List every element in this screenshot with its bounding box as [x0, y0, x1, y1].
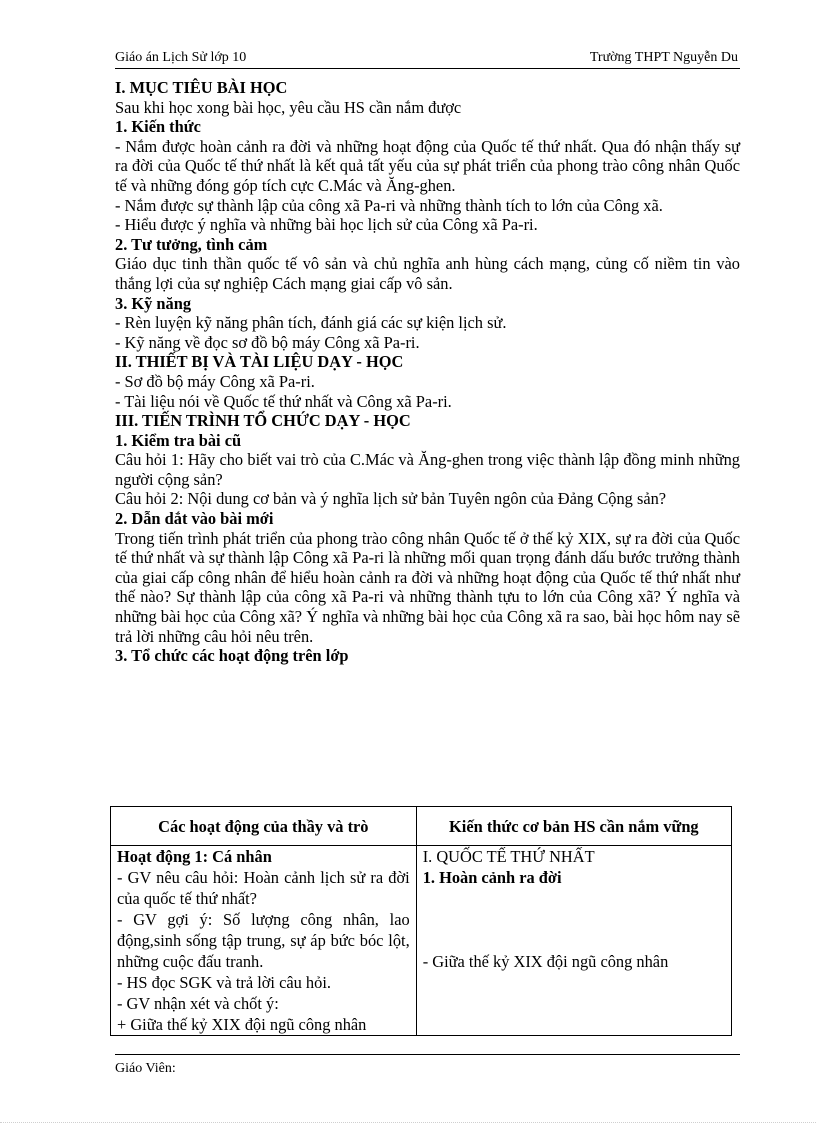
heading-equipment: II. THIẾT BỊ VÀ TÀI LIỆU DẠY - HỌC [115, 352, 404, 372]
header-school: Trường THPT Nguyễn Du [589, 50, 738, 65]
header-subject: Giáo án Lịch Sử lớp 10 [115, 50, 247, 65]
activities-table [110, 806, 732, 1036]
intro-text: Sau khi học xong bài học, yêu cầu HS cần nắm được [115, 97, 462, 117]
activities-cell [111, 846, 417, 1036]
equipment-item-1: - Sơ đồ bộ máy Công xã Pa-ri. [115, 371, 315, 391]
activity-line: - GV gợi ý: Số lượng công nhân, lao động,sinh sống tập trung, sự áp bức bóc lột, những cuộc đấu tranh. [117, 910, 410, 971]
equipment-item-2: - Tài liệu nói về Quốc tế thứ nhất và Công xã Pa-ri. [115, 391, 452, 411]
page-header [115, 48, 740, 69]
knowledge-item-1: - Nắm được hoàn cảnh ra đời và những hoạt động của Quốc tế thứ nhất. Qua đó nhận thấy sự ra đời của Quốc tế thứ nhất là kết quả tất yếu của sự phát triển của phong trào công nhân Quốc tế và những đóng góp tích cực C.Mác và Ăng-ghen. [115, 136, 740, 195]
table-header-knowledge: Kiến thức cơ bản HS cần nắm vững [416, 807, 731, 846]
footer-divider [115, 1054, 740, 1055]
heading-review: 1. Kiểm tra bài cũ [115, 430, 242, 450]
heading-thought: 2. Tư tưởng, tình cảm [115, 234, 268, 254]
heading-knowledge: 1. Kiến thức [115, 117, 201, 137]
activity-line: - GV nêu câu hỏi: Hoàn cảnh lịch sử ra đời của quốc tế thứ nhất? [117, 868, 410, 908]
lesson-content [115, 78, 740, 666]
table-row [111, 846, 732, 1036]
knowledge-item-2: - Nắm được sự thành lập của công xã Pa-ri và những thành tích to lớn của Công xã. [115, 195, 663, 215]
activity-title: Hoạt động 1: Cá nhân [117, 847, 272, 866]
heading-skills: 3. Kỹ năng [115, 293, 192, 313]
skills-item-1: - Rèn luyện kỹ năng phân tích, đánh giá các sự kiện lịch sử. [115, 313, 507, 333]
question-1: Câu hỏi 1: Hãy cho biết vai trò của C.Mác và Ăng-ghen trong việc thành lập đồng minh những người cộng sản? [115, 450, 740, 489]
table-header-row [111, 807, 732, 846]
activity-line: + Giữa thế kỷ XIX đội ngũ công nhân [117, 1015, 367, 1034]
skills-item-2: - Kỹ năng về đọc sơ đồ bộ máy Công xã Pa-ri. [115, 332, 420, 352]
activity-line: - GV nhận xét và chốt ý: [117, 994, 279, 1013]
thought-text: Giáo dục tinh thần quốc tế vô sản và chủ nghĩa anh hùng cách mạng, củng cố niềm tin vào thắng lợi của sự nghiệp Cách mạng giai cấp vô sản. [115, 254, 740, 293]
heading-introduction: 2. Dẫn dắt vào bài mới [115, 509, 274, 529]
introduction-text: Trong tiến trình phát triển của phong trào công nhân Quốc tế ở thế kỷ XIX, sự ra đời của Quốc tế thứ nhất và sự thành lập Công xã Pa-ri là những mối quan trọng đánh dấu bước trưởng thành của giai cấp công nhân để hiểu hoàn cảnh ra đời và những hoạt động của Quốc tế thứ nhất như thế nào? Sự thành lập của công xã Pa-ri và những thành tựu to lớn của Công xã? Ý nghĩa và những bài học của Công xã? Ý nghĩa và những bài học của Công xã ra sao, bài học hôm nay sẽ trả lời những câu hỏi nêu trên. [115, 528, 740, 646]
table-header-activities: Các hoạt động của thầy và trò [111, 807, 417, 846]
knowledge-section-title: I. QUỐC TẾ THỨ NHẤT [422, 847, 595, 866]
knowledge-line: - Giữa thế kỷ XIX đội ngũ công nhân [422, 952, 669, 971]
question-2: Câu hỏi 2: Nội dung cơ bản và ý nghĩa lịch sử bản Tuyên ngôn của Đảng Cộng sản? [115, 489, 667, 509]
activity-line: - HS đọc SGK và trả lời câu hỏi. [117, 973, 331, 992]
knowledge-subtitle: 1. Hoàn cảnh ra đời [422, 868, 562, 887]
footer-teacher-label: Giáo Viên: [115, 1061, 176, 1076]
heading-process: III. TIẾN TRÌNH TỔ CHỨC DẠY - HỌC [115, 411, 411, 431]
knowledge-item-3: - Hiểu được ý nghĩa và những bài học lịch sử của Công xã Pa-ri. [115, 215, 538, 235]
heading-objectives: I. MỤC TIÊU BÀI HỌC [115, 78, 288, 97]
knowledge-cell [416, 846, 731, 1036]
heading-activities: 3. Tổ chức các hoạt động trên lớp [115, 646, 349, 666]
